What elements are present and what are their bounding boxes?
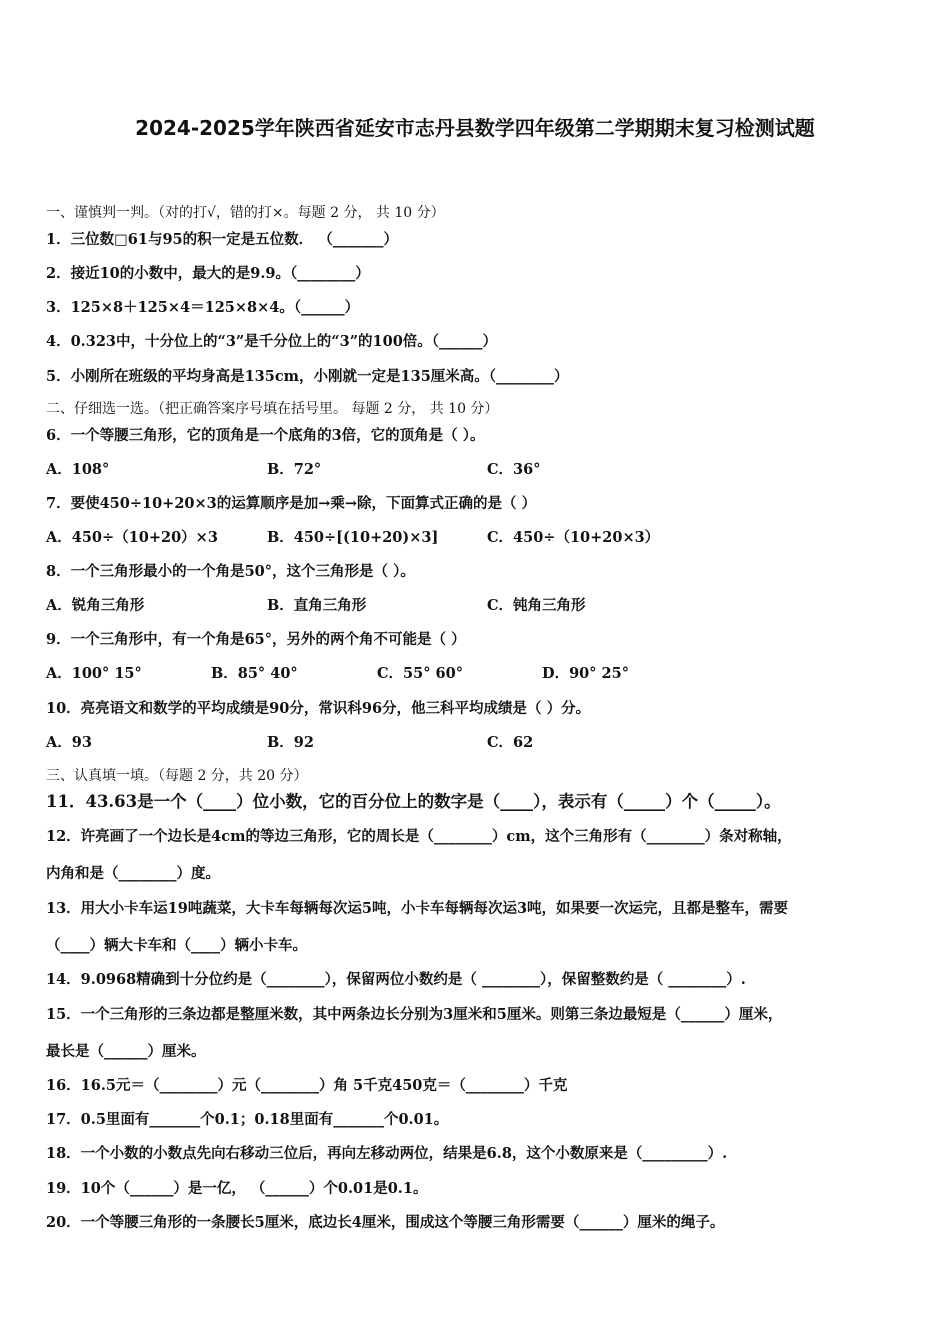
question-19: 19．10个（______）是一亿， （______）个0.01是0.1。 (46, 1180, 428, 1197)
question-6: 6．一个等腰三角形，它的顶角是一个底角的3倍，它的顶角是（ ）。 (46, 427, 485, 444)
section-1-heading: 一、谨慎判一判。（对的打√，错的打×。每题 2 分， 共 10 分） (46, 205, 445, 221)
question-5: 5．小刚所在班级的平均身高是135cm，小刚就一定是135厘米高。（________） (46, 368, 569, 385)
question-1: 1．三位数□61与95的积一定是五位数． （_______） (46, 231, 398, 248)
question-4: 4．0.323中，十分位上的“3”是千分位上的“3”的100倍。（______） (46, 333, 498, 350)
page-title: 2024-2025学年陕西省延安市志丹县数学四年级第二学期期末复习检测试题 (135, 116, 815, 140)
question-3: 3．125×8＋125×4＝125×8×4。（______） (46, 299, 360, 316)
question-2: 2．接近10的小数中，最大的是9.9。（________） (46, 265, 370, 282)
option-b: B．72° (267, 461, 322, 478)
option-b: B．直角三角形 (267, 597, 367, 614)
question-17: 17．0.5里面有_______个0.1；0.18里面有_______个0.01。 (46, 1111, 449, 1128)
question-13: 13．用大小卡车运19吨蔬菜，大卡车每辆每次运5吨，小卡车每辆每次运3吨，如果要一次运完，且都是整车，需要 (46, 900, 789, 917)
option-b: B．85° 40° (211, 665, 298, 682)
option-c: C．62 (487, 734, 534, 751)
question-12: 12．许亮画了一个边长是4cm的等边三角形，它的周长是（________）cm，这个三角形有（________）条对称轴， (46, 828, 792, 845)
option-c: C．钝角三角形 (487, 597, 586, 614)
option-d: D．90° 25° (542, 665, 629, 682)
question-10: 10．亮亮语文和数学的平均成绩是90分，常识科96分，他三科平均成绩是（ ）分。 (46, 700, 591, 717)
option-a: A．锐角三角形 (46, 597, 145, 614)
question-15-cont: 最长是（______）厘米。 (46, 1043, 206, 1060)
question-8: 8．一个三角形最小的一个角是50°，这个三角形是（ ）。 (46, 563, 415, 580)
option-b: B．92 (267, 734, 314, 751)
section-3-heading: 三、认真填一填。（每题 2 分，共 20 分） (46, 768, 308, 784)
question-7: 7．要使450÷10+20×3的运算顺序是加→乘→除，下面算式正确的是（ ） (46, 495, 537, 512)
question-15: 15．一个三角形的三条边都是整厘米数，其中两条边长分别为3厘米和5厘米。则第三条边最短是（______）厘米， (46, 1006, 783, 1023)
option-a: A．93 (46, 734, 92, 751)
question-11: 11．43.63是一个（____）位小数，它的百分位上的数字是（____），表示有（_____）个（_____）。 (46, 792, 781, 811)
option-a: A．108° (46, 461, 110, 478)
section-2-heading: 二、仔细选一选。（把正确答案序号填在括号里。 每题 2 分， 共 10 分） (46, 401, 499, 417)
question-14: 14．9.0968精确到十分位约是（________），保留两位小数约是（ ________），保留整数约是（ ________）. (46, 971, 746, 988)
option-a: A．450÷（10+20）×3 (46, 529, 218, 546)
option-a: A．100° 15° (46, 665, 142, 682)
question-13-cont: （____）辆大卡车和（____）辆小卡车。 (46, 937, 307, 954)
option-c: C．450÷（10+20×3） (487, 529, 660, 546)
question-16: 16．16.5元＝（________）元（________）角 5千克450克＝（________）千克 (46, 1077, 568, 1094)
question-12-cont: 内角和是（________）度。 (46, 865, 220, 882)
option-c: C．36° (487, 461, 541, 478)
option-c: C．55° 60° (377, 665, 463, 682)
question-9: 9．一个三角形中，有一个角是65°，另外的两个角不可能是（ ） (46, 631, 466, 648)
question-20: 20．一个等腰三角形的一条腰长5厘米，底边长4厘米，围成这个等腰三角形需要（______）厘米的绳子。 (46, 1214, 725, 1231)
question-18: 18．一个小数的小数点先向右移动三位后，再向左移动两位，结果是6.8，这个小数原来是（_________）. (46, 1145, 728, 1162)
option-b: B．450÷[(10+20)×3] (267, 529, 439, 546)
